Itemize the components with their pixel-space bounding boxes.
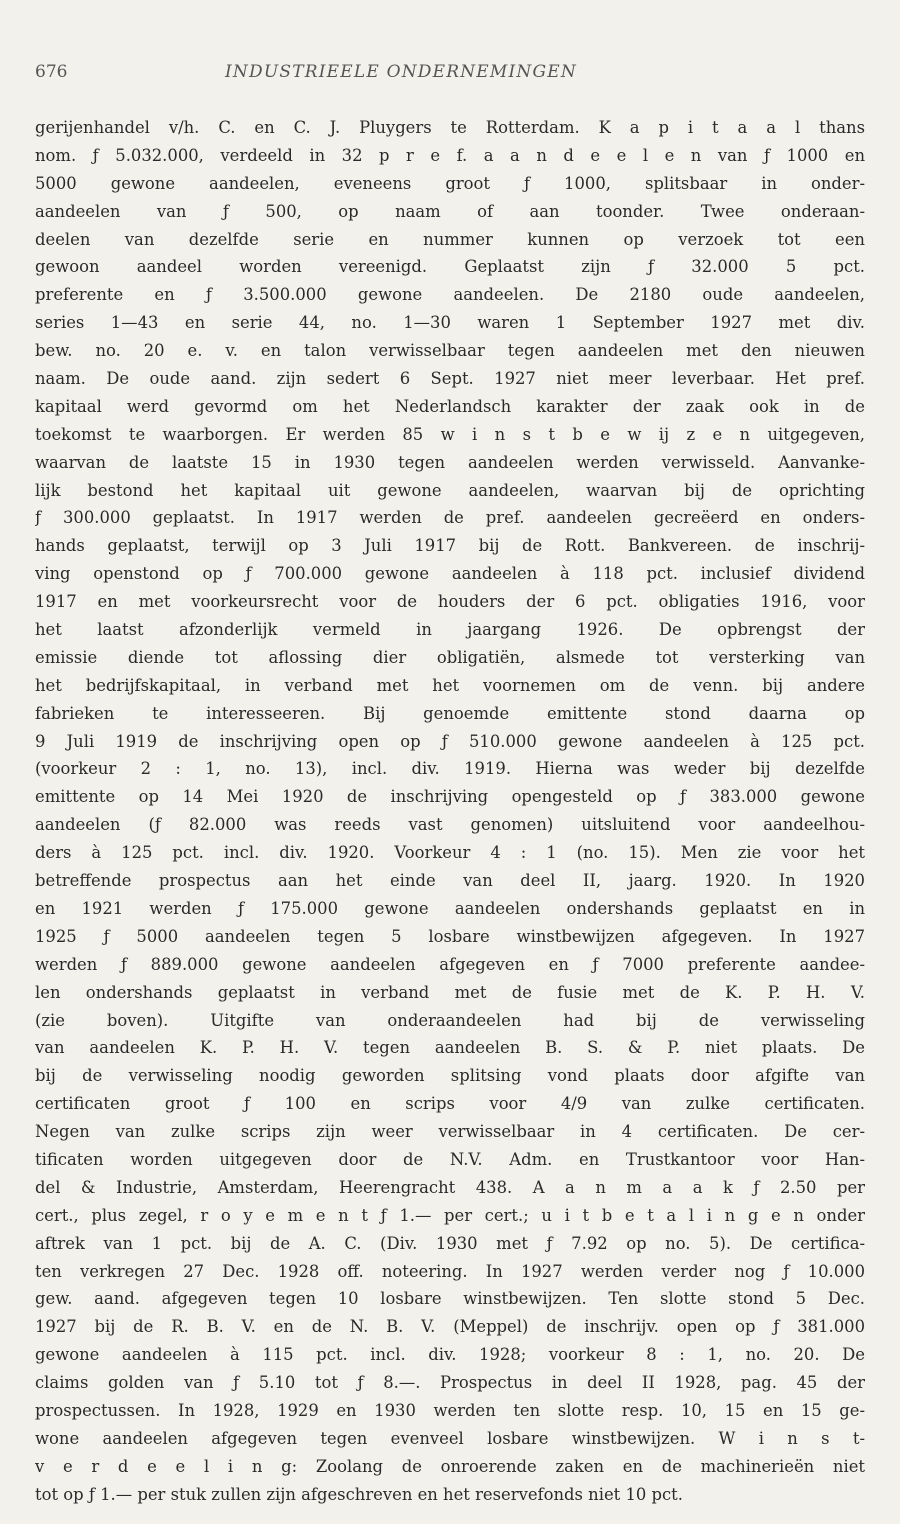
text-line: (voorkeur 2 : 1, no. 13), incl. div. 1919. Hierna was weder bij dezelfde xyxy=(35,759,865,779)
text-line: werden ƒ 889.000 gewone aandeelen afgegeven en ƒ 7000 preferente aandee- xyxy=(35,954,865,974)
text-line: 5000 gewone aandeelen, eveneens groot ƒ 1000, splitsbaar in onder- xyxy=(35,173,865,193)
text-line: ƒ 300.000 geplaatst. In 1917 werden de pref. aandeelen gecreëerd en onders- xyxy=(35,508,865,528)
text-line: lijk bestond het kapitaal uit gewone aandeelen, waarvan bij de oprichting xyxy=(35,480,865,500)
text-line: tificaten worden uitgegeven door de N.V. Adm. en Trustkantoor voor Han- xyxy=(35,1149,865,1169)
text-line: ving openstond op ƒ 700.000 gewone aandeelen à 118 pct. inclusief dividend xyxy=(35,564,865,584)
text-line: van aandeelen K. P. H. V. tegen aandeelen B. S. & P. niet plaats. De xyxy=(35,1038,865,1058)
text-line: fabrieken te interesseeren. Bij genoemde emittente stond daarna op xyxy=(35,703,865,723)
text-line: 1917 en met voorkeursrecht voor de houders der 6 pct. obligaties 1916, voor xyxy=(35,592,865,612)
text-line: gerijenhandel v/h. C. en C. J. Pluygers te Rotterdam. K a p i t a a l thans xyxy=(35,118,865,137)
text-line: en 1921 werden ƒ 175.000 gewone aandeelen ondershands geplaatst en in xyxy=(35,898,865,918)
text-line: 1925 ƒ 5000 aandeelen tegen 5 losbare winstbewijzen afgegeven. In 1927 xyxy=(35,926,865,946)
text-line: cert., plus zegel, r o y e m e n t ƒ 1.— per cert.; u i t b e t a l i n g e n onder xyxy=(35,1205,865,1225)
text-line: nom. ƒ 5.032.000, verdeeld in 32 p r e f. a a n d e e l e n van ƒ 1000 en xyxy=(35,145,865,165)
text-line: 1927 bij de R. B. V. en de N. B. V. (Meppel) de inschrijv. open op ƒ 381.000 xyxy=(35,1317,865,1337)
text-line: emissie diende tot aflossing dier obligatiën, alsmede tot versterking van xyxy=(35,647,865,667)
text-line: aftrek van 1 pct. bij de A. C. (Div. 1930 met ƒ 7.92 op no. 5). De certifica- xyxy=(35,1233,865,1253)
text-line: het bedrijfskapitaal, in verband met het voornemen om de venn. bij andere xyxy=(35,675,865,695)
page-number: 676 xyxy=(35,62,68,82)
text-line: v e r d e e l i n g: Zoolang de onroerende zaken en de machinerieën niet xyxy=(35,1456,865,1476)
text-line: het laatst afzonderlijk vermeld in jaargang 1926. De opbrengst der xyxy=(35,620,865,640)
body-text xyxy=(35,114,865,1509)
text-line: 9 Juli 1919 de inschrijving open op ƒ 510.000 gewone aandeelen à 125 pct. xyxy=(35,731,865,751)
text-line: aandeelen van ƒ 500, op naam of aan toonder. Twee onderaan- xyxy=(35,201,865,221)
text-line: emittente op 14 Mei 1920 de inschrijving opengesteld op ƒ 383.000 gewone xyxy=(35,787,865,807)
text-line: hands geplaatst, terwijl op 3 Juli 1917 bij de Rott. Bankvereen. de inschrij- xyxy=(35,536,865,556)
text-line: bew. no. 20 e. v. en talon verwisselbaar tegen aandeelen met den nieuwen xyxy=(35,341,865,361)
text-line: del & Industrie, Amsterdam, Heerengracht 438. A a n m a a k ƒ 2.50 per xyxy=(35,1177,865,1197)
page-header xyxy=(35,62,865,88)
text-line: claims golden van ƒ 5.10 tot ƒ 8.—. Prospectus in deel II 1928, pag. 45 der xyxy=(35,1373,865,1393)
text-line: toekomst te waarborgen. Er werden 85 w i n s t b e w ij z e n uitgegeven, xyxy=(35,424,865,444)
text-line: len ondershands geplaatst in verband met de fusie met de K. P. H. V. xyxy=(35,982,865,1002)
text-line: naam. De oude aand. zijn sedert 6 Sept. 1927 niet meer leverbaar. Het pref. xyxy=(35,369,865,389)
text-line: betreffende prospectus aan het einde van deel II, jaarg. 1920. In 1920 xyxy=(35,871,865,891)
text-line: bij de verwisseling noodig geworden splitsing vond plaats door afgifte van xyxy=(35,1066,865,1086)
text-line: gewoon aandeel worden vereenigd. Geplaatst zijn ƒ 32.000 5 pct. xyxy=(35,257,865,277)
running-title: INDUSTRIEELE ONDERNEMINGEN xyxy=(225,62,577,82)
text-line: ten verkregen 27 Dec. 1928 off. noteering. In 1927 werden verder nog ƒ 10.000 xyxy=(35,1261,865,1281)
text-line: deelen van dezelfde serie en nummer kunnen op verzoek tot een xyxy=(35,229,865,249)
text-line: gewone aandeelen à 115 pct. incl. div. 1928; voorkeur 8 : 1, no. 20. De xyxy=(35,1345,865,1365)
text-line: preferente en ƒ 3.500.000 gewone aandeelen. De 2180 oude aandeelen, xyxy=(35,285,865,305)
text-line: prospectussen. In 1928, 1929 en 1930 werden ten slotte resp. 10, 15 en 15 ge- xyxy=(35,1400,865,1420)
text-line: ders à 125 pct. incl. div. 1920. Voorkeur 4 : 1 (no. 15). Men zie voor het xyxy=(35,843,865,863)
text-line: (zie boven). Uitgifte van onderaandeelen had bij de verwisseling xyxy=(35,1010,865,1030)
text-line: Negen van zulke scrips zijn weer verwisselbaar in 4 certificaten. De cer- xyxy=(35,1122,865,1142)
text-line: series 1—43 en serie 44, no. 1—30 waren 1 September 1927 met div. xyxy=(35,313,865,333)
text-line: waarvan de laatste 15 in 1930 tegen aandeelen werden verwisseld. Aanvanke- xyxy=(35,452,865,472)
text-line: aandeelen (ƒ 82.000 was reeds vast genomen) uitsluitend voor aandeelhou- xyxy=(35,815,865,835)
text-line: wone aandeelen afgegeven tegen evenveel losbare winstbewijzen. W i n s t- xyxy=(35,1428,865,1448)
text-line: kapitaal werd gevormd om het Nederlandsch karakter der zaak ook in de xyxy=(35,396,865,416)
text-line: certificaten groot ƒ 100 en scrips voor 4/9 van zulke certificaten. xyxy=(35,1094,865,1114)
text-line: gew. aand. afgegeven tegen 10 losbare winstbewijzen. Ten slotte stond 5 Dec. xyxy=(35,1289,865,1309)
text-line: tot op ƒ 1.— per stuk zullen zijn afgeschreven en het reservefonds niet 10 pct. xyxy=(35,1484,683,1504)
